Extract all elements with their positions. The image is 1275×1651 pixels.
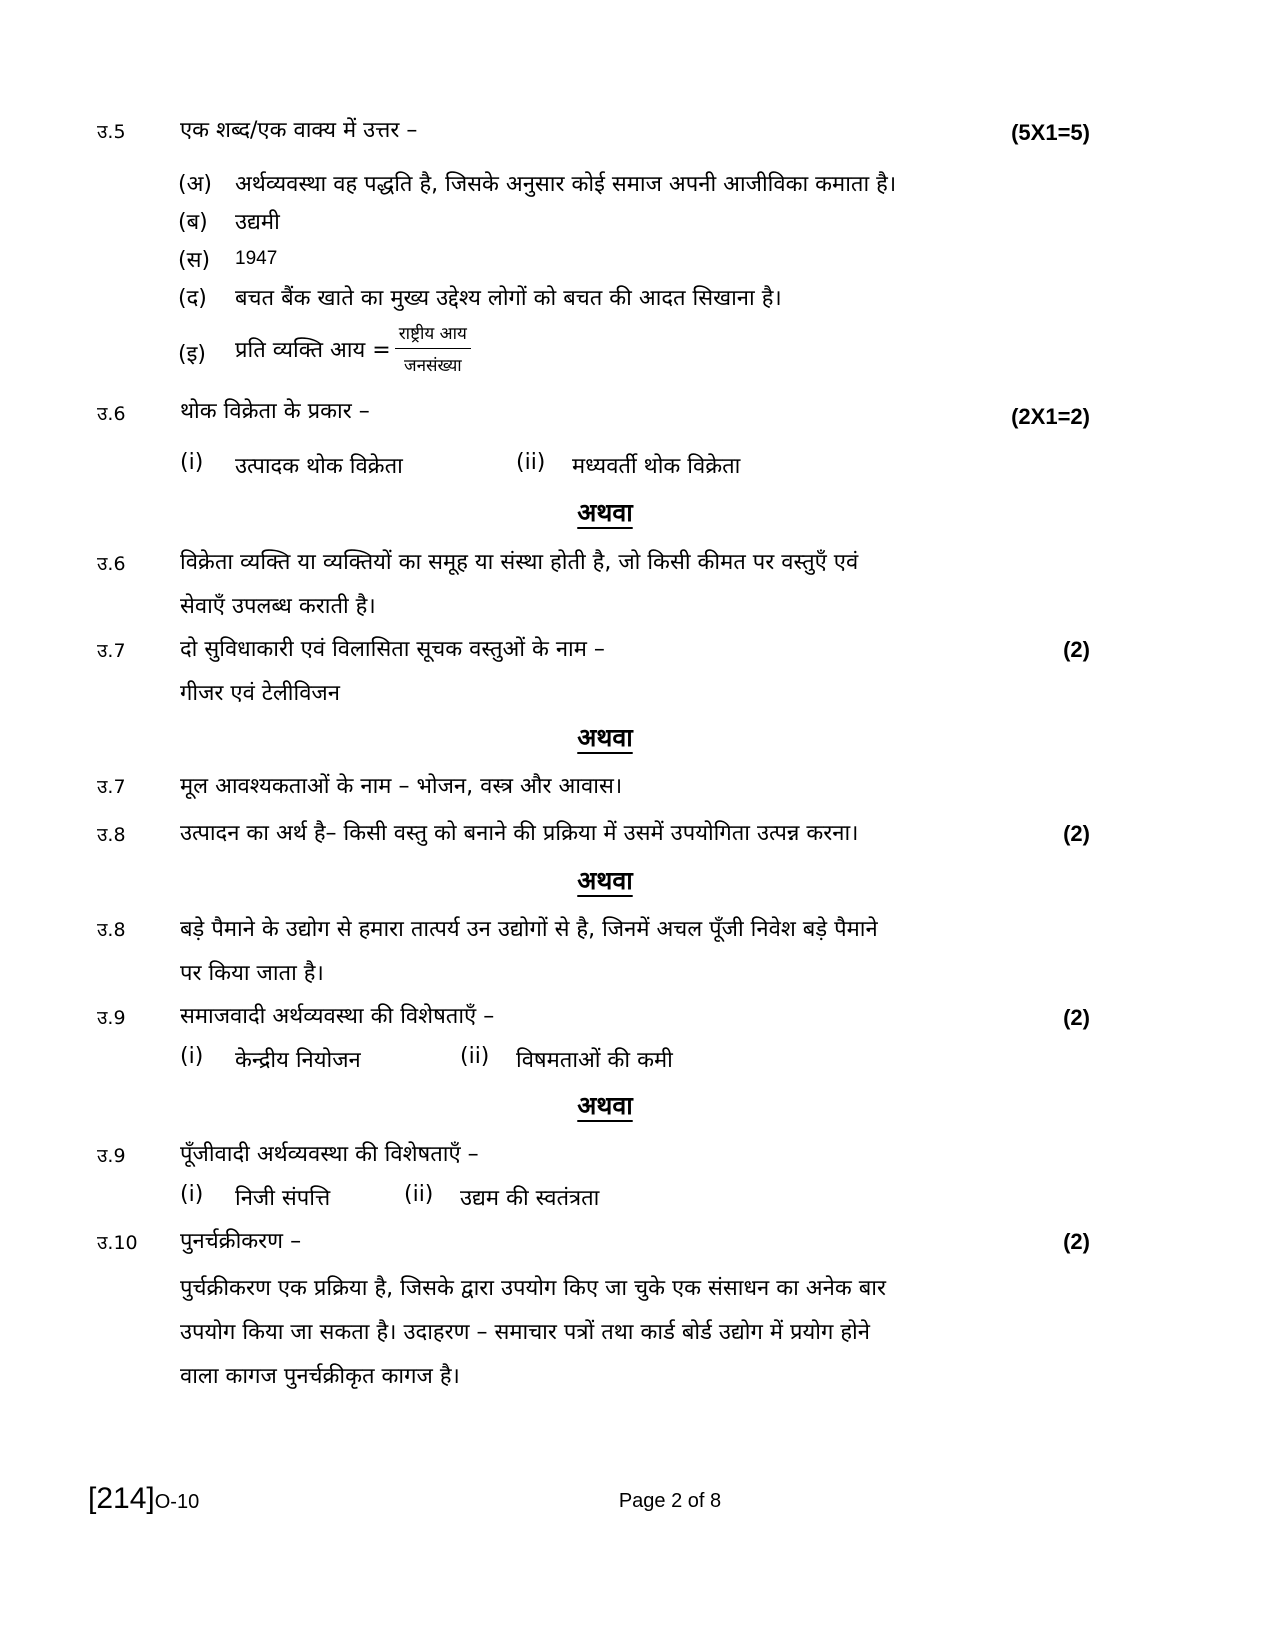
q8-alt-line2: पर किया जाता है। — [180, 961, 324, 986]
q6-alt-line2: सेवाएँ उपलब्ध कराती है। — [180, 594, 376, 619]
q10-line3: वाला कागज पुनर्चक्रीकृत कागज है। — [180, 1364, 460, 1389]
q9-alt-opt2: उद्यम की स्वतंत्रता — [460, 1186, 600, 1211]
q6-opt1: उत्पादक थोक विक्रेता — [235, 454, 403, 479]
q5-item-e-formula — [235, 321, 471, 376]
q5-item-c-text: 1947 — [235, 248, 278, 269]
q6-alt-line1: विक्रेता व्यक्ति या व्यक्तियों का समूह या संस्था होती है, जो किसी कीमत पर वस्तुएँ एवं — [180, 550, 859, 575]
q5-marks: (5X1=5) — [1011, 120, 1090, 145]
q9-number: उ.9 — [97, 1007, 126, 1029]
q5-item-e-text: प्रति व्यक्ति आय = — [235, 337, 391, 363]
q10-line1: पुर्चक्रीकरण एक प्रक्रिया है, जिसके द्वारा उपयोग किए जा चुके एक संसाधन का अनेक बार — [180, 1276, 886, 1301]
set-code: O-10 — [154, 1491, 200, 1513]
or-divider-1: अथवा — [577, 498, 633, 527]
q8-text: उत्पादन का अर्थ है– किसी वस्तु को बनाने की प्रक्रिया में उसमें उपयोगिता उत्पन्न करना। — [180, 821, 859, 846]
page-number: Page 2 of 8 — [618, 1490, 722, 1512]
q5-item-b-label: (ब) — [178, 210, 208, 235]
q10-heading: पुनर्चक्रीकरण – — [180, 1229, 302, 1254]
q9-alt-number: उ.9 — [97, 1145, 126, 1167]
q5-item-d-text: बचत बैंक खाते का मुख्य उद्देश्य लोगों को बचत की आदत सिखाना है। — [235, 286, 782, 311]
q6-marks: (2X1=2) — [1011, 404, 1090, 429]
q9-heading: समाजवादी अर्थव्यवस्था की विशेषताएँ – — [180, 1004, 495, 1029]
q6-number: उ.6 — [97, 403, 126, 425]
q9-opt1-label: (i) — [180, 1044, 204, 1069]
q8-alt-number: उ.8 — [97, 919, 126, 941]
q5-item-e-label: (इ) — [178, 342, 206, 367]
q6-opt1-label: (i) — [180, 450, 204, 475]
or-divider-3: अथवा — [577, 866, 633, 895]
q9-alt-opt1-label: (i) — [180, 1182, 204, 1207]
q9-opt2: विषमताओं की कमी — [516, 1048, 673, 1073]
q7-heading: दो सुविधाकारी एवं विलासिता सूचक वस्तुओं के नाम – — [180, 637, 605, 662]
q9-alt-heading: पूँजीवादी अर्थव्यवस्था की विशेषताएँ – — [180, 1142, 479, 1167]
q5-item-b-text: उद्यमी — [235, 210, 280, 235]
q5-item-a-label: (अ) — [178, 172, 212, 197]
q5-number: उ.5 — [97, 121, 126, 143]
q7-alt-number: उ.7 — [97, 776, 126, 798]
or-divider-4: अथवा — [577, 1091, 633, 1120]
q6-alt-number: उ.6 — [97, 553, 126, 575]
fraction-denominator: जनसंख्या — [403, 356, 462, 376]
q10-number: उ.10 — [97, 1232, 138, 1254]
q10-line2: उपयोग किया जा सकता है। उदाहरण – समाचार पत्रों तथा कार्ड बोर्ड उद्योग में प्रयोग होने — [180, 1320, 870, 1345]
q8-marks: (2) — [1063, 821, 1090, 846]
q9-alt-opt2-label: (ii) — [404, 1182, 434, 1207]
q7-number: उ.7 — [97, 640, 126, 662]
q8-number: उ.8 — [97, 824, 126, 846]
q5-item-d-label: (द) — [178, 286, 207, 311]
q7-marks: (2) — [1063, 637, 1090, 662]
q9-opt1: केन्द्रीय नियोजन — [235, 1048, 361, 1073]
q5-item-a-text: अर्थव्यवस्था वह पद्धति है, जिसके अनुसार कोई समाज अपनी आजीविका कमाता है। — [235, 172, 897, 197]
or-divider-2: अथवा — [577, 723, 633, 752]
subject-code: [214] — [88, 1482, 155, 1515]
q5-heading: एक शब्द/एक वाक्य में उत्तर – — [180, 118, 418, 143]
q9-alt-opt1: निजी संपत्ति — [235, 1186, 331, 1211]
q6-opt2-label: (ii) — [516, 450, 546, 475]
q7-answer: गीजर एवं टेलीविजन — [180, 681, 340, 706]
q8-alt-line1: बड़े पैमाने के उद्योग से हमारा तात्पर्य उन उद्योगों से है, जिनमें अचल पूँजी निवेश बड़े पैमाने — [180, 917, 878, 942]
q10-marks: (2) — [1063, 1229, 1090, 1254]
q5-item-c-label: (स) — [178, 248, 211, 273]
q9-marks: (2) — [1063, 1005, 1090, 1030]
q9-opt2-label: (ii) — [460, 1044, 490, 1069]
q6-heading: थोक विक्रेता के प्रकार – — [180, 399, 370, 424]
q7-alt-text: मूल आवश्यकताओं के नाम – भोजन, वस्त्र और आवास। — [180, 774, 623, 799]
q6-opt2: मध्यवर्ती थोक विक्रेता — [572, 454, 741, 479]
fraction-numerator: राष्ट्रीय आय — [395, 321, 471, 349]
per-capita-income-fraction — [395, 321, 471, 376]
